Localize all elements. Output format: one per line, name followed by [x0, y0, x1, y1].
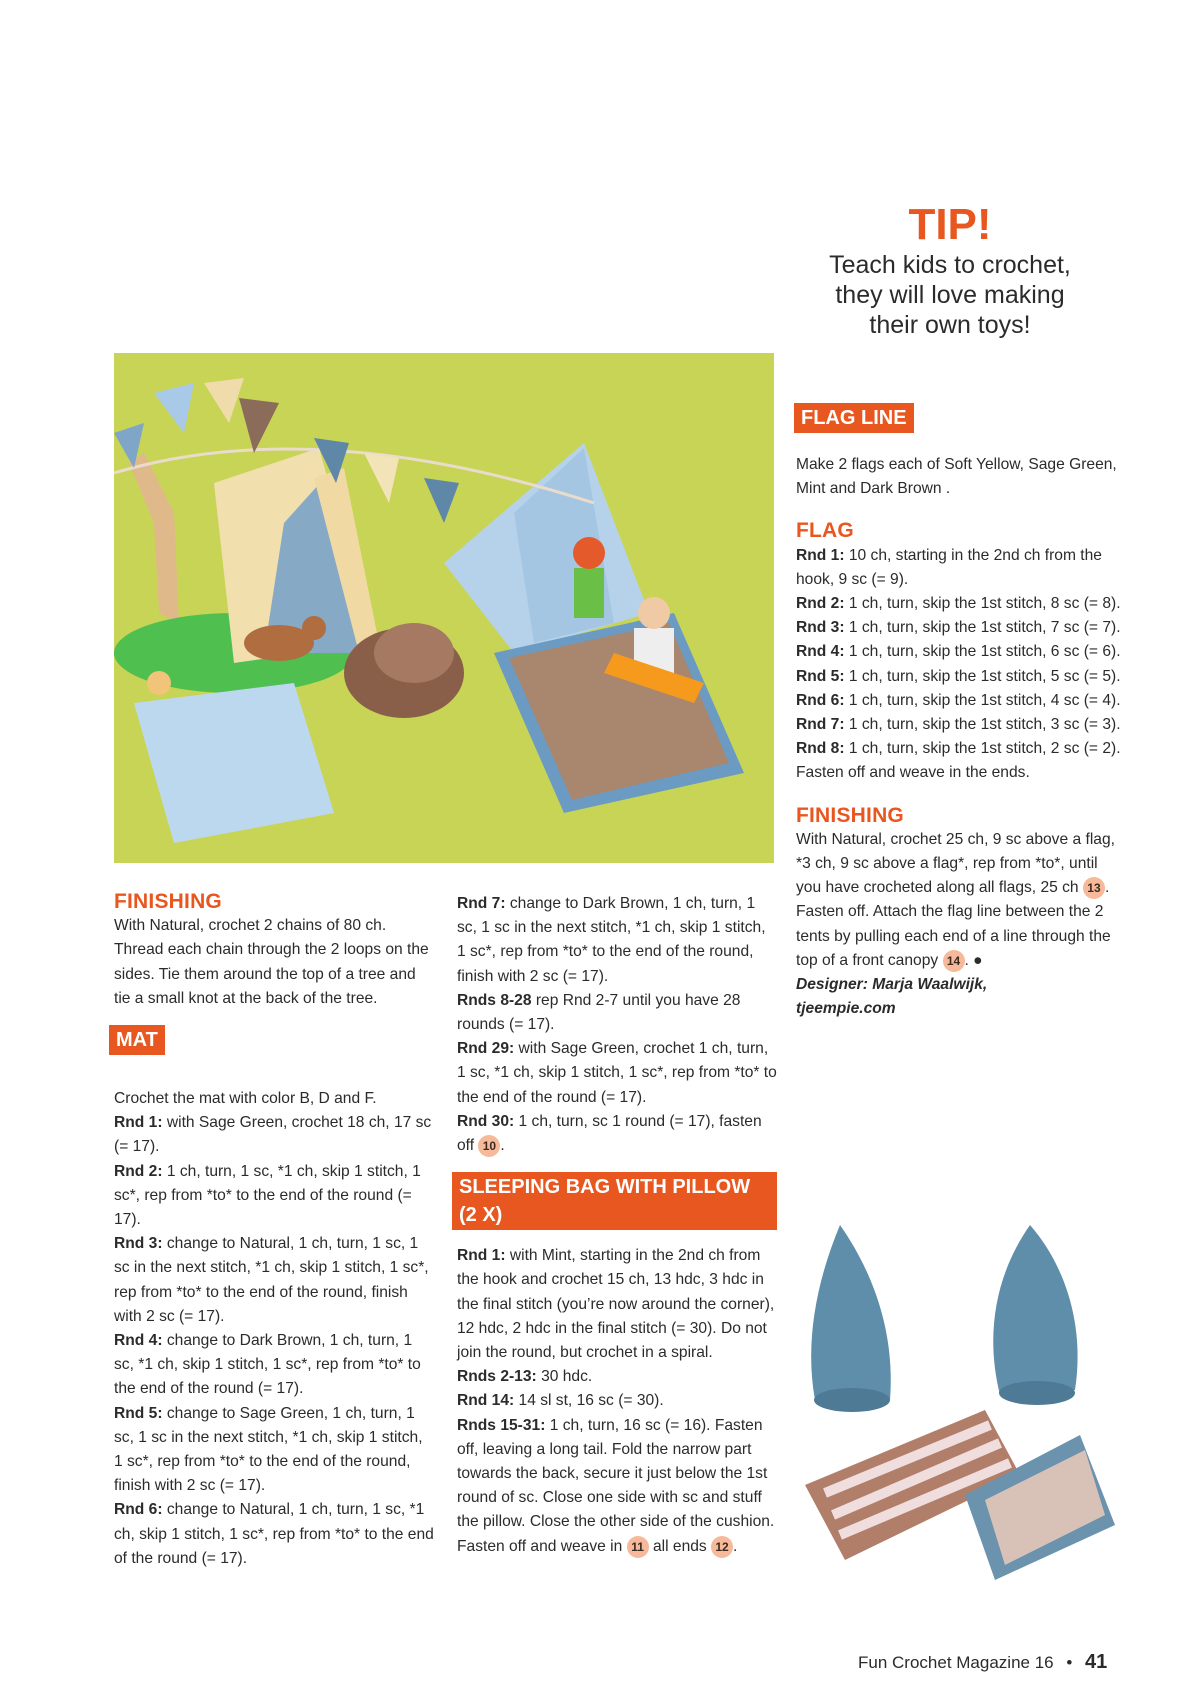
- mat-rnd-5: Rnd 5: change to Sage Green, 1 ch, turn, 1 sc, 1 sc in the next stitch, *1 ch, skip 1 stitch, 1 sc*, rep from *to* to the end of the round, finish with 2 sc (= 17).: [114, 1404, 423, 1495]
- flag-rnd-4: Rnd 4: 1 ch, turn, skip the 1st stitch, 6 sc (= 6).: [796, 643, 1121, 661]
- flag-line-heading-box: [794, 403, 1121, 433]
- flag-rnd-6: Rnd 6: 1 ch, turn, skip the 1st stitch, 4 sc (= 4).: [796, 691, 1121, 709]
- flag-rnd-2: Rnd 2: 1 ch, turn, skip the 1st stitch, 8 sc (= 8).: [796, 595, 1121, 613]
- finishing-heading-right: FINISHING: [796, 803, 904, 827]
- tip-line-3: their own toys!: [869, 311, 1031, 339]
- finishing-heading-left: FINISHING: [114, 890, 222, 913]
- mat-rnd-6: Rnd 6: change to Natural, 1 ch, turn, 1 sc, *1 ch, skip 1 stitch, 1 sc*, rep from *to* to the end of the round (= 17).: [114, 1501, 434, 1567]
- trees-and-mats-photo: [785, 1225, 1120, 1595]
- mat-rnd-2: Rnd 2: 1 ch, turn, 1 sc, *1 ch, skip 1 stitch, 1 sc*, rep from *to* to the end of the round (= 17).: [114, 1162, 421, 1229]
- left-column: [114, 890, 434, 1571]
- photo-number-badge: 12: [711, 1536, 733, 1558]
- page-number: 41: [1085, 1651, 1108, 1673]
- sleeping-bag-rnd-2-13: Rnds 2-13: 30 hdc.: [457, 1368, 593, 1386]
- finishing-text-left: With Natural, crochet 2 chains of 80 ch. Thread each chain through the 2 loops on the sides. Tie them around the top of a tree and tie a small knot at the back of the tree.: [114, 917, 429, 1007]
- trees-illustration: [785, 1225, 1120, 1595]
- photo-number-badge: 14: [943, 950, 965, 972]
- middle-column: [457, 892, 777, 1559]
- flag-rnd-8: Rnd 8: 1 ch, turn, skip the 1st stitch, 2 sc (= 2). Fasten off and weave in the ends.: [796, 740, 1121, 782]
- mat-heading: MAT: [109, 1025, 165, 1055]
- finishing-text-right: With Natural, crochet 25 ch, 9 sc above a flag, *3 ch, 9 sc above a flag*, rep from *to*, until you have crocheted along all flags, 25 ch 13 . Fasten off. Attach the flag line between the 2 tents by pulling each end of a line through the top of a front canopy 14 . ●: [796, 828, 1121, 973]
- mat-rnd-8-28: Rnds 8-28 rep Rnd 2-7 until you have 28 rounds (= 17).: [457, 991, 741, 1034]
- photo-number-badge: 11: [627, 1536, 649, 1558]
- page-footer: [858, 1651, 1107, 1674]
- camping-scene-illustration: [114, 353, 774, 863]
- photo-number-badge: 13: [1083, 877, 1105, 899]
- designer-credit: Designer: Marja Waalwijk,: [796, 976, 988, 994]
- designer-website: tjeempie.com: [796, 1000, 896, 1018]
- flag-rnd-1: Rnd 1: 10 ch, starting in the 2nd ch from the hook, 9 sc (= 9).: [796, 546, 1102, 588]
- camping-scene-photo: [114, 353, 774, 863]
- sleeping-bag-heading-box: [452, 1172, 777, 1230]
- tip-line-1: Teach kids to crochet,: [829, 251, 1071, 279]
- flag-rnd-3: Rnd 3: 1 ch, turn, skip the 1st stitch, 7 sc (= 7).: [796, 619, 1121, 637]
- flag-rnd-7: Rnd 7: 1 ch, turn, skip the 1st stitch, 3 sc (= 3).: [796, 716, 1121, 734]
- right-column: [796, 403, 1121, 1021]
- flag-line-text: Make 2 flags each of Soft Yellow, Sage Green, Mint and Dark Brown .: [796, 456, 1117, 498]
- magazine-title: Fun Crochet Magazine 16: [858, 1653, 1054, 1672]
- tip-box: [770, 200, 1130, 340]
- mat-rnd-4: Rnd 4: change to Dark Brown, 1 ch, turn, 1 sc, *1 ch, skip 1 stitch, 1 sc*, rep from *to* to the end of the round (= 17).: [114, 1332, 421, 1398]
- tip-line-2: they will love making: [835, 281, 1065, 309]
- sleeping-bag-rnd-15-31: Rnds 15-31: 1 ch, turn, 16 sc (= 16). Fasten off, leaving a long tail. Fold the narrow part towards the back, secure it just below the 1st round of sc. Close one side with sc and stuff the pillow. Close the other side of the cushion. Fasten off and weave in 11 all ends 12 .: [457, 1414, 777, 1559]
- sleeping-bag-rnd-1: Rnd 1: with Mint, starting in the 2nd ch from the hook and crochet 15 ch, 13 hdc, 3 hdc in the final stitch (you’re now around the corner), 12 hdc, 2 hdc in the final stitch (= 30). Do not join the round, but crochet in a spiral.: [457, 1247, 775, 1362]
- tip-title: TIP!: [908, 200, 992, 249]
- mat-rnd-30: Rnd 30: 1 ch, turn, sc 1 round (= 17), fasten off 10 .: [457, 1110, 777, 1158]
- sleeping-bag-rnd-14: Rnd 14: 14 sl st, 16 sc (= 30).: [457, 1392, 664, 1410]
- flag-line-heading: FLAG LINE: [794, 403, 914, 433]
- mat-rnd-7: Rnd 7: change to Dark Brown, 1 ch, turn, 1 sc, 1 sc in the next stitch, *1 ch, skip 1 stitch, 1 sc*, rep from *to* to the end of the round, finish with 2 sc (= 17).: [457, 895, 766, 985]
- mat-intro: Crochet the mat with color B, D and F.: [114, 1090, 377, 1108]
- flag-heading: FLAG: [796, 519, 854, 543]
- sleeping-bag-heading: SLEEPING BAG WITH PILLOW (2 X): [452, 1172, 777, 1230]
- photo-number-badge: 10: [478, 1135, 500, 1157]
- mat-rnd-3: Rnd 3: change to Natural, 1 ch, turn, 1 sc, 1 sc in the next stitch, *1 ch, skip 1 stitch, 1 sc*, rep from *to* to the end of the round, finish with 2 sc (= 17).: [114, 1235, 429, 1325]
- flag-rnd-5: Rnd 5: 1 ch, turn, skip the 1st stitch, 5 sc (= 5).: [796, 667, 1121, 685]
- mat-heading-box: [109, 1025, 434, 1055]
- mat-rnd-29: Rnd 29: with Sage Green, crochet 1 ch, turn, 1 sc, *1 ch, skip 1 stitch, 1 sc*, rep from *to* to the end of the round (= 17).: [457, 1040, 777, 1106]
- footer-bullet: •: [1066, 1653, 1073, 1672]
- mat-rnd-1: Rnd 1: with Sage Green, crochet 18 ch, 17 sc (= 17).: [114, 1114, 432, 1156]
